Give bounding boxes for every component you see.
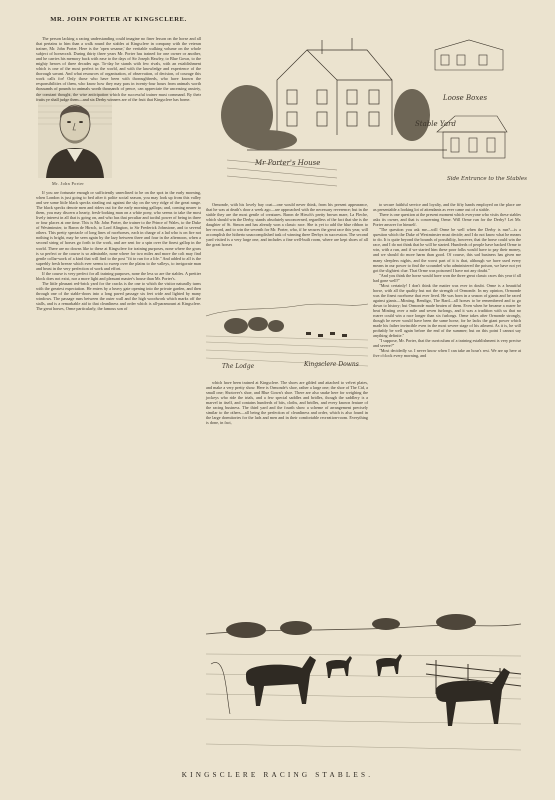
left-paragraph-4: The little pleasant red-brick yard for the cracks is the one to which the visitor naturally turns with the greatest expectation. He enters by a heavy gate opening into the private garden, and then through one of the stable-doors into a long paved passage six feet wide and lighted by many windows. The passage runs between the outer wall and the high woodwork which marks off the stalls, and is a remarkable aid to that cleanliness and order which is all-paramount at Kingsclere. The great horses, Orme particularly, the famous son of xyxy=(36,280,201,312)
downs-label: Kingsclere Downs xyxy=(304,361,359,368)
middle-paragraph-2: which have been trained at Kingsclere. The shoes are gilded and attached to velvet plates, and make a very pretty show. Here is Ormonde's shoe, rather a large one; the shoe of The Cid, a small one; Shotover's shoe, and Blue Gown's shoe. There are also snake here for weighing the jockeys who ride the trials, and a few special saddles and bridles, though the saddlery is a marvel in itself, and contains hundreds of bits, cloths, and bridles, and every known feature of the racing business. The third yard and the fourth show a scheme of arrangement precisely similar to the others—all being the perfection of cleanliness and order, which is also found in the large dormitories for the lads and men and in their comfortable recreation-room. Everything is done, in fact, xyxy=(206,380,368,426)
downs-illustration xyxy=(206,276,368,376)
stable-yard-label: Stable Yard xyxy=(415,120,456,128)
right-paragraph-3: "The question you ask me—will Orme be well when the Derby is run?—is a question which the Duke of Westminster must decide; and I do not know what he means to do. It is quite beyond the bounds of possibility, however, that the horse could win the race, and I do not think that he will be started. Hundreds of people have backed Orme to win, with a run, and if we started him these poor folks would have to pay their money, and we should do more harm than good. Of course, this sad business has given me many sleepless nights, and the worst part of it is that, although we have used every means in our power to find the scoundrel who administered the poison, we have not yet got the slightest clue. That Orme was poisoned I have not any doubt." xyxy=(373,227,521,273)
loose-boxes-label: Loose Boxes xyxy=(443,94,488,102)
stables-illustration xyxy=(207,20,527,200)
right-paragraph-1: to secure faithful service and loyalty, and the fifty hands employed on the place are as presentable a looking lot of attendants as ever came out of a stable. xyxy=(373,202,521,213)
paddock-sketch xyxy=(206,594,521,764)
page-header: MR. JOHN PORTER AT KINGSCLERE. xyxy=(50,16,187,23)
left-paragraph-3: If the course is very perfect for all training purposes, none the less so are the stables. A prettier block does not exist, nor a more light and pleasant master's house than Mr. Porter's. xyxy=(36,270,201,281)
downs-sketch xyxy=(206,276,368,376)
bottom-title: KINGSCLERE RACING STABLES. xyxy=(181,771,374,779)
right-paragraph-4: "And you think the horse would have won the three great classic races this year if all had gone well?" xyxy=(373,272,521,283)
house-label: Mr Porter's House xyxy=(255,159,321,167)
right-paragraph-5: "Most certainly! I don't think the matter was ever in doubt. Orme is a beautiful horse, with all the quality but not the strength of Ormonde. In my opinion, Ormonde was the finest racehorse that ever lived. He was born in a season of giants and he raced against giants—Minting, Bendigo, The Bard—all horses to be remembered and to go down to history; but Ormonde made beaten of them. Even when he became a roarer he beat Minting over a mile and seven furlongs, and it was a tradition with us that no roarer could win a race longer than six furlongs. Orme takes after Ormonde strongly, though he never would have been the same horse, for he lacks the giant power which made his father invincible even in the most severe stage of his ailment. As it is, he will probably be well again before the end of the summer; but on this point I cannot say anything definite." xyxy=(373,282,521,339)
house-sketch xyxy=(207,20,527,200)
middle-column-text-bottom xyxy=(206,380,368,585)
intro-column-narrow xyxy=(36,36,201,186)
intro-paragraph: The person lacking a racing understanding could imagine no finer lesson on the horse and all that pertains to him than a walk round the stables at Kingsclere in company with the veteran trainer, Mr. John Porter. Here is the 'open sesame,' the veritable walking volume on the whole subject of horsecraft. During thirty three years Mr. Porter has trained for one owner or another, and he carries his memory back with ease to the days of Sir Joseph Hawley, to Blue Gown, to the mighty heroes of three decades ago. To-day he stands with few rivals, with an establishment which is one of the most perfect in the world, and with the knowledge and experience of the thorough savant. And what resources of organisation, of observation, of decision, of courage this work calls for! Only those who have been with thoroughbreds, who have known the responsibilities of them, who know how they may pass in twenty-four hours from animals worth thousands of pounds to animals worth thousands of pence, can appreciate the unceasing anxiety, the constant thought, the wise anticipation which the successful trainer must command. By their fruits ye shall judge them—and six Derby winners are of the fruit that Kingsclere has borne. xyxy=(36,36,201,102)
left-paragraph-2: If you are fortunate enough or sufficiently unreclined to be on the spot in the early morning, when London is just going to bed after it polite social season, you may look up from this valley and see some little black specks stealing out against the sky on the very ridge of the great range. The black specks denote men and riders out for the early morning gallops; and, coming nearer to them, you may discern a hearty, fresh-looking man on a white pony, who seems to take the most lively interest in all that is going on, and who has that peculiar and tactful power of being in three or four places at one time. This is Mr. John Porter, the trainer to the Prince of Wales, to the Duke of Westminster, to Baron de Hirsch, to Lord Alington, to Sir Frederick Johnstone, and to several others. This pretty spectacle of long lines of racehorses, each in charge of a lad who is on fire not nothing is bright, may be seen again by the lazy between three and four in the afternoon, when a second string of horses go forth to the work, and are sent for a spin over the finest gallop in the world. There are no downs like to these at Kingsclere for training purposes, none where the grass is so perfect or the course is so admirable, none where for two miles and more the colt may find gentle collar-work of a kind that will find to the post "fit to run for a life." And added to all is the superbly fresh breeze which ever seems to sweep over the plains to the valleys, to invigorate man and beast in the very perfection of work and effort. xyxy=(36,190,201,271)
middle-paragraph-1: Ormonde, with his lovely bay coat—one would never think, from his present appearance, that he was at death's door a week ago—are approached with the necessary reverence; but in the stable they are the most gentle of creatures. Baron de Hirsch's pretty brown mare, La Fleche, which should win the Derby, stands absolutely unconcerned, regardless of the fact that she is the daughter of St. Simon and has already won a classic race. She is yet to add the blue ribbon to her record, and to win the seventh for Mr. Porter, who, if he secures the great race this year, will accomplish the hitherto unaccomplished task of winning three Derbys in succession. The second yard visited is a very large one, and includes a fine well-built room, where are kept shoes of all the great horses xyxy=(206,202,368,248)
left-column xyxy=(36,190,201,762)
side-entrance-label: Side Entrance to the Stables xyxy=(447,176,527,182)
middle-column-text-top xyxy=(206,202,368,272)
right-paragraph-2: There is one question at the present moment which everyone who visits these stables asks its owner, and that is concerning Orme. Will Orme run for the Derby? Let Mr. Porter answer for himself. xyxy=(373,212,521,228)
paddock-illustration xyxy=(206,594,521,764)
portrait-caption: Mr. John Porter xyxy=(52,181,85,186)
lodge-label: The Lodge xyxy=(222,363,255,370)
right-paragraph-7: "Most decidedly so. I never know when I can take an hour's rest. We are up here at five o'clock every morning, and xyxy=(373,348,521,359)
right-paragraph-6: "I suppose, Mr. Porter, that the curriculum of a training establishment is very precise and severe?" xyxy=(373,338,521,349)
right-column xyxy=(373,202,521,587)
